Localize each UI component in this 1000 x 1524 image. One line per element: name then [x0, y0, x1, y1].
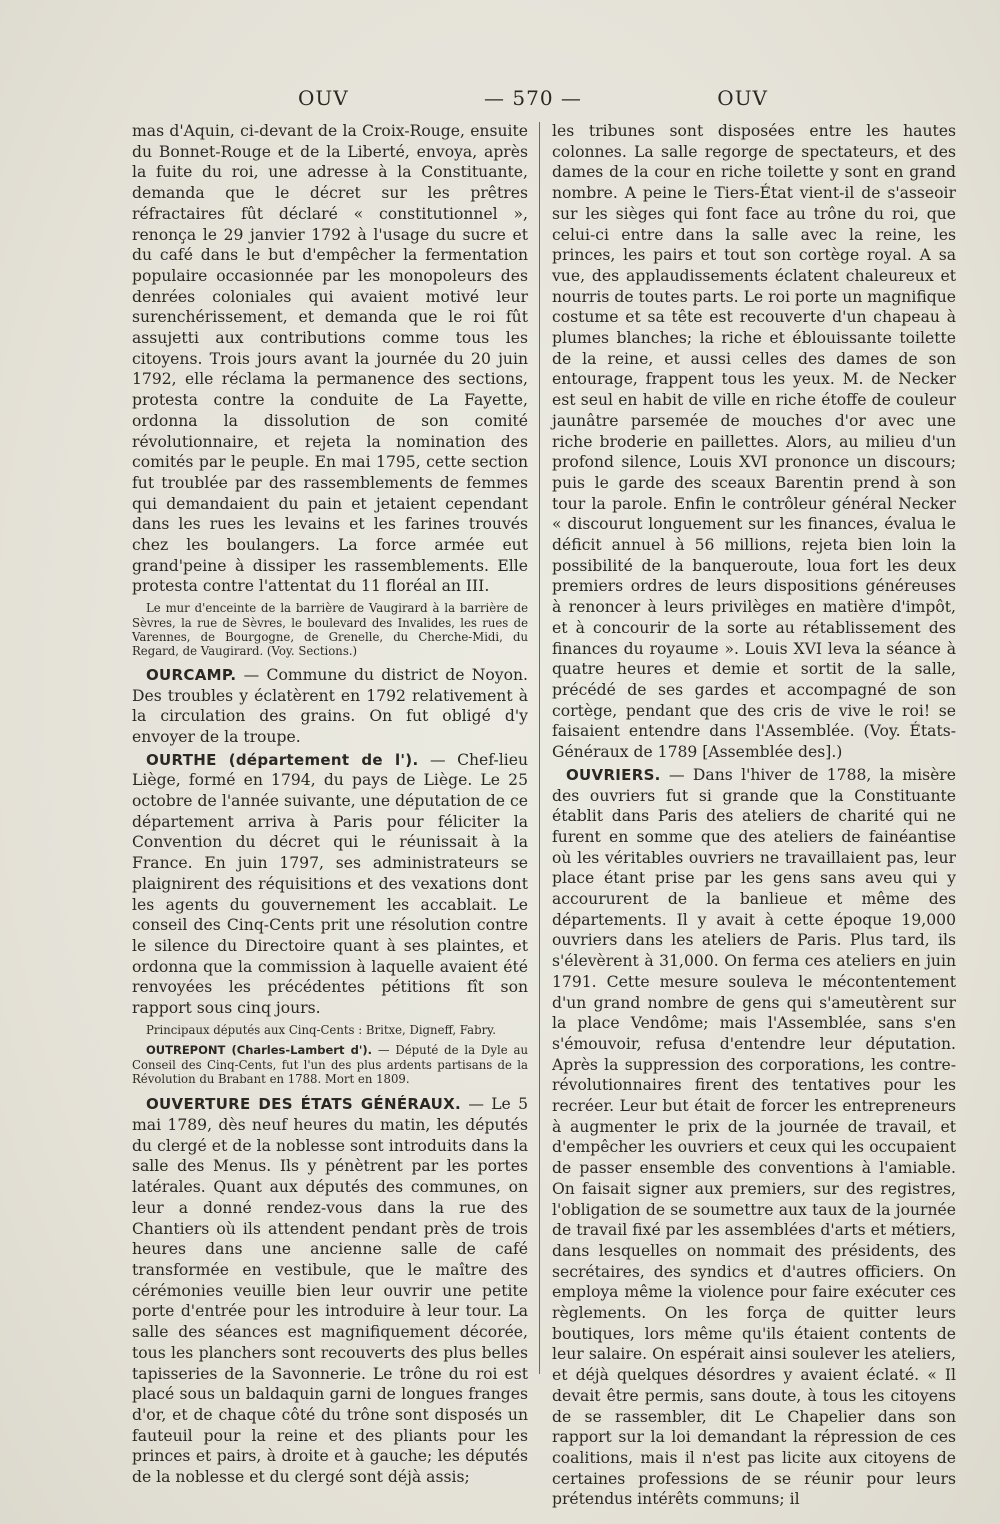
- header-right-keyword: OUV: [717, 86, 768, 110]
- right-column: [552, 121, 956, 1510]
- entry-ouvriers: [552, 765, 956, 1510]
- column-divider: [539, 122, 540, 1374]
- left-column: [132, 121, 528, 1488]
- entry-section-croix-rouge: mas d'Aquin, ci-devant de la Croix-Rouge, ensuite du Bonnet-Rouge et de la Liberté, envoya, après la fuite du roi, une adresse à la Constituante, demanda que le décret sur les prêtres réfractaires fût déclaré « constitutionnel », renonça le 29 janvier 1792 à l'usage du sucre et du café dans le but d'empêcher la fermentation populaire occasionnée par les monopoleurs des denrées coloniales qui avaient motivé leur surenchérissement, et demanda que le roi fût assujetti aux contributions comme tous les citoyens. Trois jours avant la journée du 20 juin 1792, elle réclama la permanence des sections, protesta contre la conduite de La Fayette, ordonna la dissolution de son comité révolutionnaire, et rejeta la nomination des comités par le peuple. En mai 1795, cette section fut troublée par des rassemblements de femmes qui demandaient du pain et jetaient cependant dans les rues les levains et les farines trouvés chez les boulangers. La force armée eut grand'peine à dissiper les rassemblements. Elle protesta contre l'attentat du 11 floréal an III.: [132, 122, 528, 596]
- entry-ouverture-text: — Le 5 mai 1789, dès neuf heures du matin, les députés du clergé et de la noblesse sont introduits dans la salle des Menus. Ils y pénètrent par les portes latérales. Quant aux députés des communes, on leur a donné rendez-vous dans la rue des Chantiers où ils attendent pendant près de trois heures dans une ancienne salle de café transformée en vestibule, que le maître des cérémonies veuille bien leur ouvrir une petite porte d'entrée pour les introduire à leur tour. La salle des séances est magnifiquement décorée, tous les planchers sont recouverts des plus belles tapisseries de la Savonnerie. Le trône du roi est placé sous un baldaquin garni de longues franges d'or, et de chaque côté du trône sont disposés un fauteuil pour la reine et des pliants pour les princes et pairs, à droite et à gauche; les députés de la noblesse et du clergé sont déjà assis;: [132, 1095, 528, 1487]
- headword-ouverture: OUVERTURE DES ÉTATS GÉNÉRAUX.: [146, 1095, 462, 1114]
- headword-outrepont: OUTREPONT (Charles-Lambert d').: [146, 1043, 372, 1058]
- entry-ouvriers-text: — Dans l'hiver de 1788, la misère des ouvriers fut si grande que la Constituante établit dans Paris des ateliers de charité qui ne furent en somme que des ateliers de fainéantise où les véritables ouvriers ne travaillaient pas, leur place étant prise par les gens sans aveu qui y accoururent de la banlieue et même des départements. Il y avait à cette époque 19,000 ouvriers dans les ateliers de Paris. Plus tard, ils s'élevèrent à 31,000. On ferma ces ateliers en juin 1791. Cette mesure souleva le mécontentement d'un grand nombre de gens qui s'ameutèrent sur la place Vendôme; mais l'Assemblée, sans s'en s'émouvoir, refusa d'entendre leur députation. Après la suppression des corporations, les contre-révolutionnaires firent des tentatives pour les recréer. Leur but était de forcer les entrepreneurs à augmenter le prix de la journée de travail, et d'empêcher les ouvriers et ceux qui les occupaient de passer ensemble des conventions à l'amiable. On faisait signer aux premiers, sur des registres, l'obligation de se soumettre aux taux de la journée de travail fixé par les assemblées d'arts et métiers, dans lesquelles on nommait des présidents, des secrétaires, des syndics et d'autres officiers. On employa même la violence pour faire exécuter ces règlements. On les força de quitter leurs boutiques, lors même qu'ils étaient contents de leur salaire. On espérait ainsi soulever les ateliers, et déjà quelques désordres y avaient éclaté. « Il devait être permis, sans doute, à tous les citoyens de se rassembler, dit Le Chapelier dans son rapport sur la loi demandant la répression de ces coalitions, mais il n'est pas licite aux citoyens de certaines professions de se réunir pour leurs prétendus intérêts communs; il: [552, 765, 956, 1509]
- entry-ourcamp-text: — Commune du district de Noyon. Des troubles y éclatèrent en 1792 relativement à la circulation des grains. On fut obligé d'y envoyer de la troupe.: [132, 665, 528, 746]
- page-number: — 570 —: [484, 86, 582, 110]
- entry-outrepont: [132, 1043, 528, 1086]
- entry-ouverture-continued: les tribunes sont disposées entre les hautes colonnes. La salle regorge de spectateurs, et des dames de la cour en riche toilette y sont en grand nombre. A peine le Tiers-État vient-il de s'asseoir sur les sièges qui font face au trône du roi, que celui-ci entre dans la salle avec la reine, les princes, les pairs et tout son cortège royal. A sa vue, des applaudissements éclatent chaleureux et nourris de toutes parts. Le roi porte un magnifique costume et sa tête est recouverte d'un chapeau à plumes blanches; la riche et éblouissante toilette de la reine, et aussi celles des dames de son entourage, frappent tous les yeux. M. de Necker est seul en habit de ville en riche étoffe de couleur jaunâtre parsemée de mouches d'or avec une riche broderie en paillettes. Alors, au milieu d'un profond silence, Louis XVI prononce un discours; puis le garde des sceaux Barentin prend à son tour la parole. Enfin le contrôleur général Necker « discourut longuement sur les finances, évalua le déficit annuel à 56 millions, rejeta bien loin la possibilité de la banqueroute, loua fort les deux premiers ordres de leurs dispositions généreuses à renoncer à leurs privilèges en matière d'impôt, et à concourir de la sorte au rétablissement des finances du royaume ». Louis XVI leva la séance à quatre heures et demie et sortit de la salle, précédé de ses gardes et accompagné de son cortège, pendant que des cris de vive le roi! se faisaient entendre dans l'Assemblée. (Voy. États-Généraux de 1789 [Assemblée des].): [552, 122, 956, 762]
- header-left-keyword: OUV: [298, 86, 349, 110]
- entry-ourthe: [132, 750, 528, 1019]
- footnote-deputes: Principaux députés aux Cinq-Cents : Britxe, Digneff, Fabry.: [146, 1022, 496, 1037]
- entry-ourthe-text: — Chef-lieu Liège, formé en 1794, du pays de Liège. Le 25 octobre de l'année suivante, une députation de ce département arriva à Paris pour féliciter la Convention du décret qui le réunissait à la France. En juin 1797, ses administrateurs se plaignirent des réquisitions et des vexations dont les agents du gouvernement les accablait. Le conseil des Cinq-Cents prit une résolution contre le silence du Directoire quant à ses plaintes, et ordonna que la commission à laquelle avaient été renvoyées les précédentes pétitions fît son rapport sous cinq jours.: [132, 750, 528, 1018]
- footnote-vaugirard: Le mur d'enceinte de la barrière de Vaugirard à la barrière de Sèvres, la rue de Sèvres, le boulevard des Invalides, les rues de Varennes, de Bourgogne, de Grenelle, du Cherche-Midi, du Regard, de Vaugirard. (Voy. Sections.): [132, 601, 528, 659]
- running-header: [298, 86, 768, 118]
- entry-outrepont-text: — Député de la Dyle au Conseil des Cinq-Cents, fut l'un des plus ardents partisans de la Révolution du Brabant en 1788. Mort en 1809.: [132, 1043, 528, 1086]
- headword-ourcamp: OURCAMP.: [146, 665, 237, 684]
- headword-ourthe: OURTHE (département de l').: [146, 750, 419, 769]
- entry-ouverture: [132, 1094, 528, 1487]
- entry-ourcamp: [132, 665, 528, 748]
- headword-ouvriers: OUVRIERS.: [566, 765, 661, 784]
